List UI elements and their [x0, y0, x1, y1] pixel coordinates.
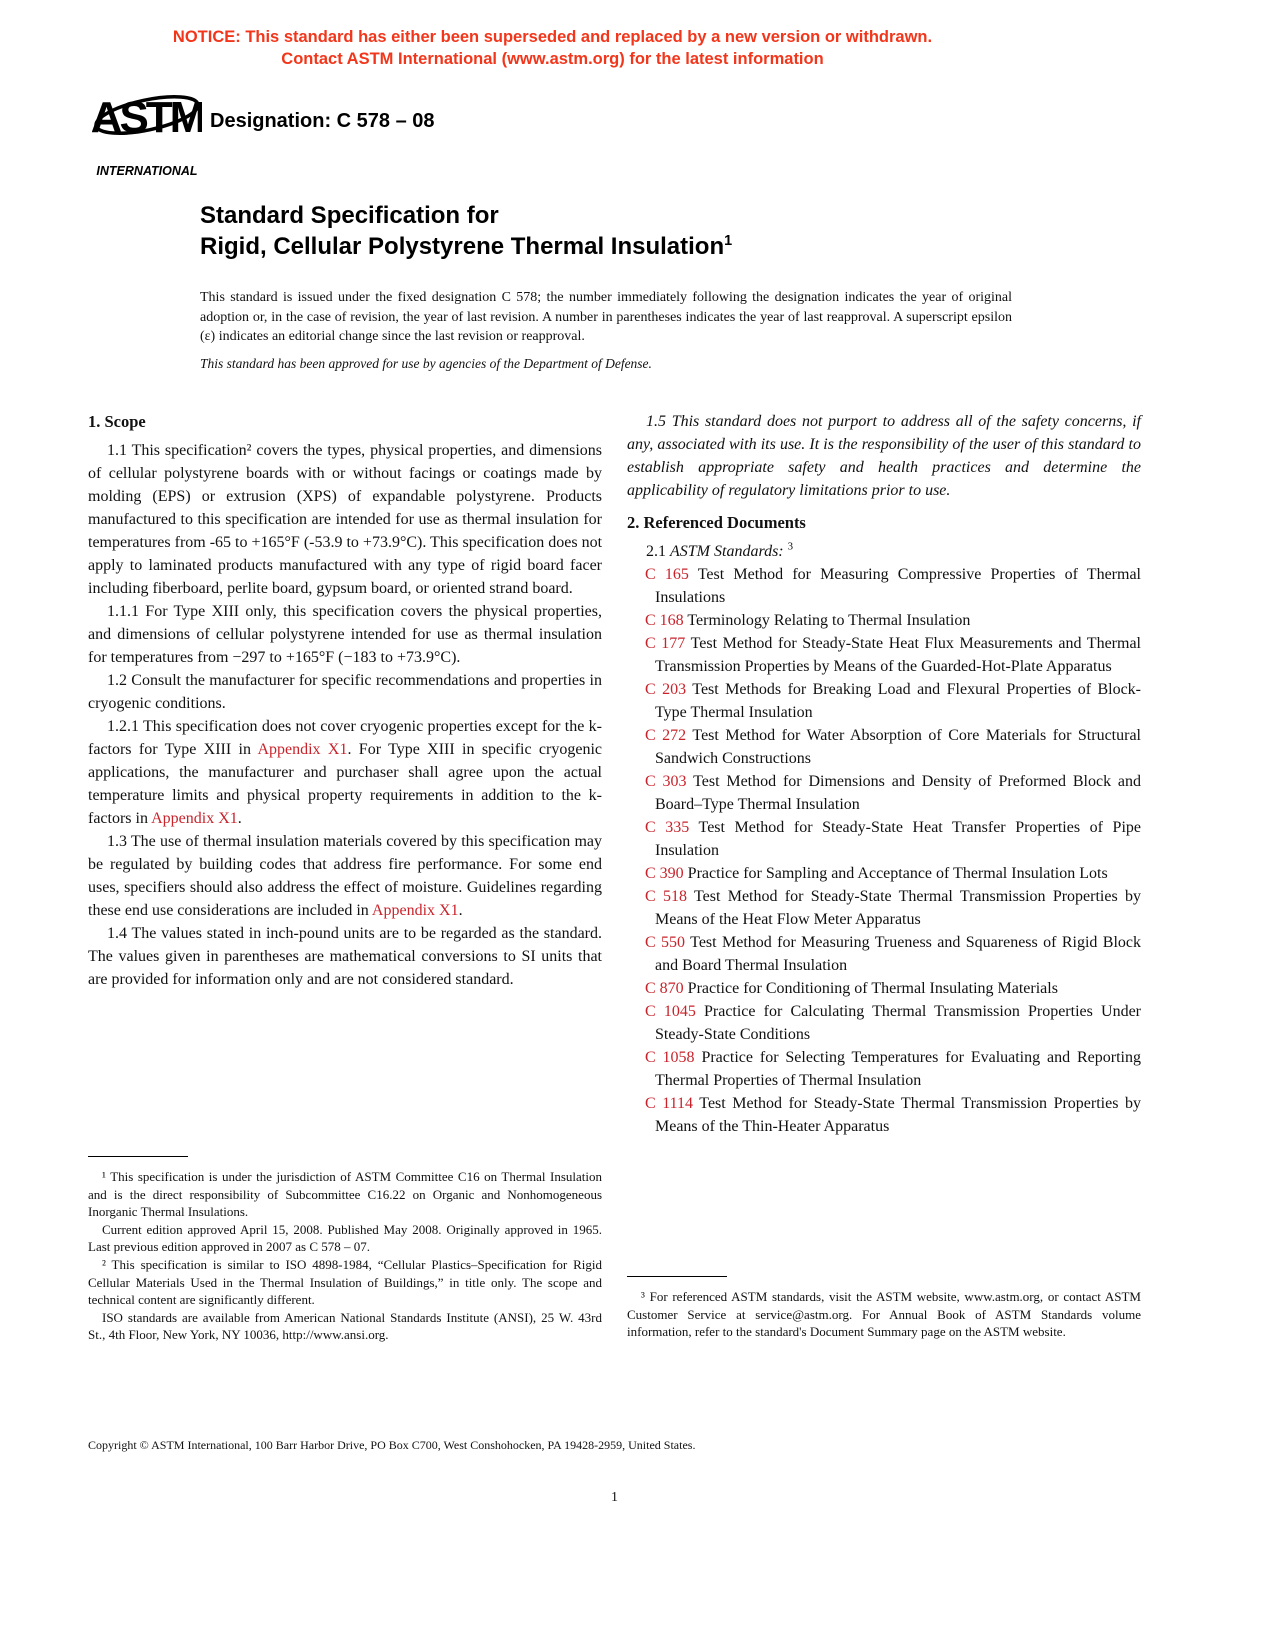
- reference-list: [627, 563, 1141, 1138]
- reference-code-link[interactable]: C 335: [645, 819, 690, 836]
- footnote-1-continued: Current edition approved April 15, 2008. Published May 2008. Originally approved in 1965. Last previous edition approved in 2007 as C 578 – 07.: [88, 1221, 602, 1255]
- reference-item: [627, 816, 1141, 862]
- reference-code-link[interactable]: C 518: [645, 888, 687, 905]
- paragraph-1-1: 1.1 This specification² covers the types, physical properties, and dimensions of cellular polystyrene boards with or without facings or coatings made by molding (EPS) or extrusion (XPS) of expandable polystyrene. Products manufactured to this specification are intended for use as thermal insulation for temperatures from -65 to +165°F (-53.9 to +73.9°C). This specification does not apply to laminated products manufactured with any type of rigid board facer including fiberboard, perlite board, gypsum board, or oriented strand board.: [88, 442, 603, 597]
- page-number: 1: [611, 1490, 618, 1505]
- referenced-documents-heading: 2. Referenced Documents: [627, 513, 806, 532]
- copyright-line: Copyright © ASTM International, 100 Barr Harbor Drive, PO Box C700, West Conshohocken, PA 19428-2959, United States.: [88, 1438, 696, 1452]
- issuing-statement: This standard is issued under the fixed designation C 578; the number immediately following the designation indicates the year of original adoption or, in the case of revision, the year of last revision. A number in parentheses indicates the year of last reapproval. A superscript epsilon (ε) indicates an editorial change since the last revision or reapproval.: [200, 290, 1012, 344]
- reference-code-link[interactable]: C 1058: [645, 1049, 695, 1066]
- appendix-x1-link[interactable]: Appendix X1: [371, 902, 459, 919]
- appendix-x1-link[interactable]: Appendix X1: [151, 810, 238, 827]
- astm-logo-text: ASTM: [92, 93, 202, 142]
- footnote-3-marker: 3: [787, 540, 794, 553]
- notice-line2: Contact ASTM International (www.astm.org) for the latest information: [281, 50, 824, 68]
- reference-code-link[interactable]: C 870: [645, 980, 684, 997]
- reference-code-link[interactable]: C 168: [645, 612, 684, 629]
- appendix-x1-link[interactable]: Appendix X1: [257, 741, 348, 758]
- astm-logo-subtext: INTERNATIONAL: [96, 164, 198, 178]
- reference-code-link[interactable]: C 1114: [645, 1095, 694, 1112]
- reference-text: Test Method for Steady-State Thermal Transmission Properties by Means of the Heat Flow Meter Apparatus: [655, 888, 1142, 928]
- notice-line1: NOTICE: This standard has either been superseded and replaced by a new version or withdrawn.: [172, 28, 933, 46]
- reference-text: Test Method for Steady-State Heat Flux Measurements and Thermal Transmission Properties by Means of the Guarded-Hot-Plate Apparatus: [655, 635, 1141, 675]
- footnote-2: ² This specification is similar to ISO 4898-1984, “Cellular Plastics–Specification for Rigid Cellular Materials Used in the Thermal Insulation of Buildings,” in title only. The scope and technical content are significantly different.: [88, 1256, 602, 1308]
- dod-approval-note: This standard has been approved for use by agencies of the Department of Defense.: [200, 356, 652, 371]
- right-footnotes: [627, 1276, 1141, 1341]
- paragraph-1-1-1: 1.1.1 For Type XIII only, this specification covers the physical properties, and dimensions of cellular polystyrene intended for use as thermal insulation for temperatures from −297 to +165°F (−183 to +73.9°C).: [88, 603, 602, 666]
- reference-text: Test Method for Measuring Compressive Properties of Thermal Insulations: [655, 566, 1141, 606]
- left-footnotes: [88, 1156, 602, 1344]
- scope-heading: 1. Scope: [88, 412, 146, 431]
- supersession-notice: [0, 26, 1105, 70]
- footnote-separator: [88, 1156, 188, 1157]
- reference-item: [627, 632, 1141, 678]
- reference-item: [627, 770, 1141, 816]
- reference-text: Practice for Selecting Temperatures for Evaluating and Reporting Thermal Properties of Thermal Insulation: [655, 1049, 1142, 1089]
- paragraph-1-2-1: 1.2.1 This specification does not cover cryogenic properties except for the k-factors for Type XIII in Appendix X1. For Type XIII in specific cryogenic applications, the manufacturer and purchaser shall agree upon the actual temperature limits and physical property requirements in addition to the k-factors in Appendix X1.: [88, 718, 602, 827]
- paragraph-2-1: 2.1 ASTM Standards: $^3$: [646, 540, 794, 560]
- reference-code-link[interactable]: C 550: [645, 934, 686, 951]
- title-line2: Rigid, Cellular Polystyrene Thermal Insulation$^1$: [200, 233, 733, 260]
- paragraph-1-4: 1.4 The values stated in inch-pound units are to be regarded as the standard. The values given in parentheses are mathematical conversions to SI units that are provided for information only and are not considered standard.: [88, 925, 602, 988]
- reference-item: [627, 1000, 1141, 1046]
- footnote-2-continued: ISO standards are available from American National Standards Institute (ANSI), 25 W. 43rd St., 4th Floor, New York, NY 10036, http://www.ansi.org.: [88, 1309, 602, 1343]
- footnote-3: ³ For referenced ASTM standards, visit the ASTM website, www.astm.org, or contact ASTM Customer Service at service@astm.org. For Annual Book of ASTM Standards volume information, refer to the standard's Document Summary page on the ASTM website.: [627, 1289, 1141, 1340]
- paragraph-1-3: 1.3 The use of thermal insulation materials covered by this specification may be regulated by building codes that address fire performance. For some end uses, specifiers should also address the effect of moisture. Guidelines regarding these end use considerations are included in Appendix X1.: [88, 833, 602, 919]
- reference-text: Practice for Calculating Thermal Transmission Properties Under Steady-State Conditions: [655, 1003, 1141, 1043]
- reference-code-link[interactable]: C 303: [645, 773, 687, 790]
- reference-text: Test Method for Measuring Trueness and Squareness of Rigid Block and Board Thermal Insulation: [655, 934, 1142, 974]
- reference-item: [627, 724, 1141, 770]
- reference-text: Practice for Conditioning of Thermal Insulating Materials: [687, 980, 1058, 997]
- reference-code-link[interactable]: C 165: [645, 566, 689, 583]
- reference-text: Test Method for Steady-State Thermal Transmission Properties by Means of the Thin-Heater Apparatus: [655, 1095, 1141, 1135]
- left-column: [88, 410, 602, 991]
- right-column: [627, 410, 1141, 1138]
- reference-text: Test Method for Dimensions and Density of Preformed Block and Board–Type Thermal Insulation: [655, 773, 1142, 813]
- reference-item: [627, 563, 1141, 609]
- paragraph-1-5: 1.5 This standard does not purport to address all of the safety concerns, if any, associated with its use. It is the responsibility of the user of this standard to establish appropriate safety and health practices and determine the applicability of regulatory limitations prior to use.: [627, 413, 1141, 499]
- reference-text: Test Methods for Breaking Load and Flexural Properties of Block-Type Thermal Insulation: [655, 681, 1142, 721]
- document-title: [200, 200, 732, 262]
- footnote-1: ¹ This specification is under the jurisdiction of ASTM Committee C16 on Thermal Insulation and is the direct responsibility of Subcommittee C16.22 on Organic and Nonhomogeneous Inorganic Thermal Insulations.: [88, 1169, 602, 1220]
- title-footnote-marker: 1: [724, 233, 733, 249]
- astm-logo: [92, 80, 202, 182]
- footnote-separator: [627, 1276, 727, 1277]
- reference-code-link[interactable]: C 390: [645, 865, 684, 882]
- reference-text: Test Method for Steady-State Heat Transfer Properties of Pipe Insulation: [655, 819, 1141, 859]
- paragraph-1-2: 1.2 Consult the manufacturer for specific recommendations and properties in cryogenic conditions.: [88, 672, 602, 712]
- reference-code-link[interactable]: C 203: [645, 681, 687, 698]
- reference-text: Test Method for Water Absorption of Core Materials for Structural Sandwich Constructions: [655, 727, 1142, 767]
- title-line1: Standard Specification for: [200, 202, 499, 229]
- reference-item: [627, 1046, 1141, 1092]
- reference-item: [627, 609, 1141, 632]
- reference-item: [627, 1092, 1141, 1138]
- designation: Designation: C 578 – 08: [210, 110, 435, 132]
- reference-code-link[interactable]: C 272: [645, 727, 687, 744]
- reference-item: [627, 678, 1141, 724]
- reference-item: [627, 931, 1141, 977]
- reference-code-link[interactable]: C 177: [645, 635, 686, 652]
- reference-item: [627, 885, 1141, 931]
- reference-item: [627, 862, 1141, 885]
- reference-item: [627, 977, 1141, 1000]
- reference-text: Practice for Sampling and Acceptance of Thermal Insulation Lots: [687, 865, 1108, 882]
- reference-text: Terminology Relating to Thermal Insulation: [687, 612, 971, 629]
- astm-logo-graphic: [92, 80, 202, 182]
- reference-code-link[interactable]: C 1045: [645, 1003, 696, 1020]
